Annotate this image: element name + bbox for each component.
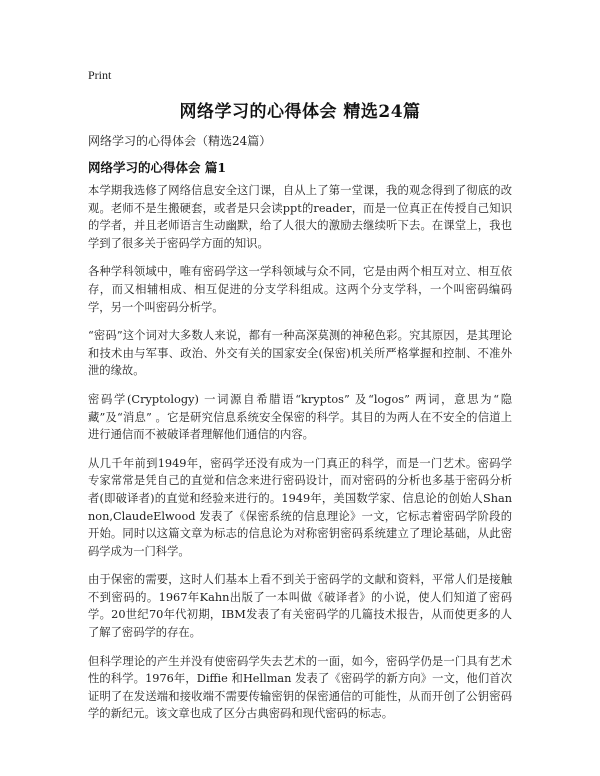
section-heading: 网络学习的心得体会 篇1 [88, 160, 227, 175]
paragraph: 本学期我选修了网络信息安全这门课，自从上了第一堂课，我的观念得到了彻底的改观。老师不是生搬硬套，或者是只会读ppt的reader，而是一位真正在传授自己知识的学者，并且老师语言生动幽默，给了人很大的激励去继续听下去。在课堂上，我也学到了很多关于密码学方面的知识。 [88, 184, 512, 250]
paragraph: 各种学科领域中，唯有密码学这一学科领域与众不同，它是由两个相互对立、相互依存，而又相辅相成、相互促进的分支学科组成。这两个分支学科，一个叫密码编码学，另一个叫密码分析学。 [88, 265, 512, 314]
paragraph: 密码学(Cryptology) 一词源自希腊语“kryptos” 及“logos” 两词，意思为“隐藏”及“消息” 。它是研究信息系统安全保密的科学。其目的为两人在不安全的信道上进行通信而不被破译者理解他们通信的内容。 [88, 392, 512, 442]
paragraph: 但科学理论的产生并没有使密码学失去艺术的一面，如今，密码学仍是一门具有艺术性的科学。1976年，Diffie 和Hellman 发表了《密码学的新方向》一文，他们首次证明了在发送端和接收端不需要传输密钥的保密通信的可能性，从而开创了公钥密码学的新纪元。该文章也成了区分古典密码和现代密码的标志。 [88, 654, 512, 721]
page-subtitle: 网络学习的心得体会（精选24篇） [88, 134, 272, 148]
paragraph: 由于保密的需要，这时人们基本上看不到关于密码学的文献和资料，平常人们是接触不到密码的。1967年Kahn出版了一本叫做《破译者》的小说，使人们知道了密码学。20世纪70年代初期，IBM发表了有关密码学的几篇技术报告，从而使更多的人了解了密码学的存在。 [88, 573, 512, 640]
article-body [88, 182, 512, 734]
paragraph: 从几千年前到1949年，密码学还没有成为一门真正的科学，而是一门艺术。密码学专家常常是凭自己的直觉和信念来进行密码设计，而对密码的分析也多基于密码分析者(即破译者)的直觉和经验来进行的。1949年，美国数学家、信息论的创始人Shannon,ClaudeElwood 发表了《保密系统的信息理论》一文，它标志着密码学阶段的开始。同时以这篇文章为标志的信息论为对称密钥密码系统建立了理论基础，从此密码学成为一门科学。 [88, 456, 512, 558]
paragraph: “密码”这个词对大多数人来说，都有一种高深莫测的神秘色彩。究其原因，是其理论和技术由与军事、政治、外交有关的国家安全(保密)机关所严格掌握和控制、不准外泄的缘故。 [88, 329, 512, 378]
print-link[interactable]: Print [88, 68, 112, 82]
page-title: 网络学习的心得体会 精选24篇 [179, 102, 421, 122]
